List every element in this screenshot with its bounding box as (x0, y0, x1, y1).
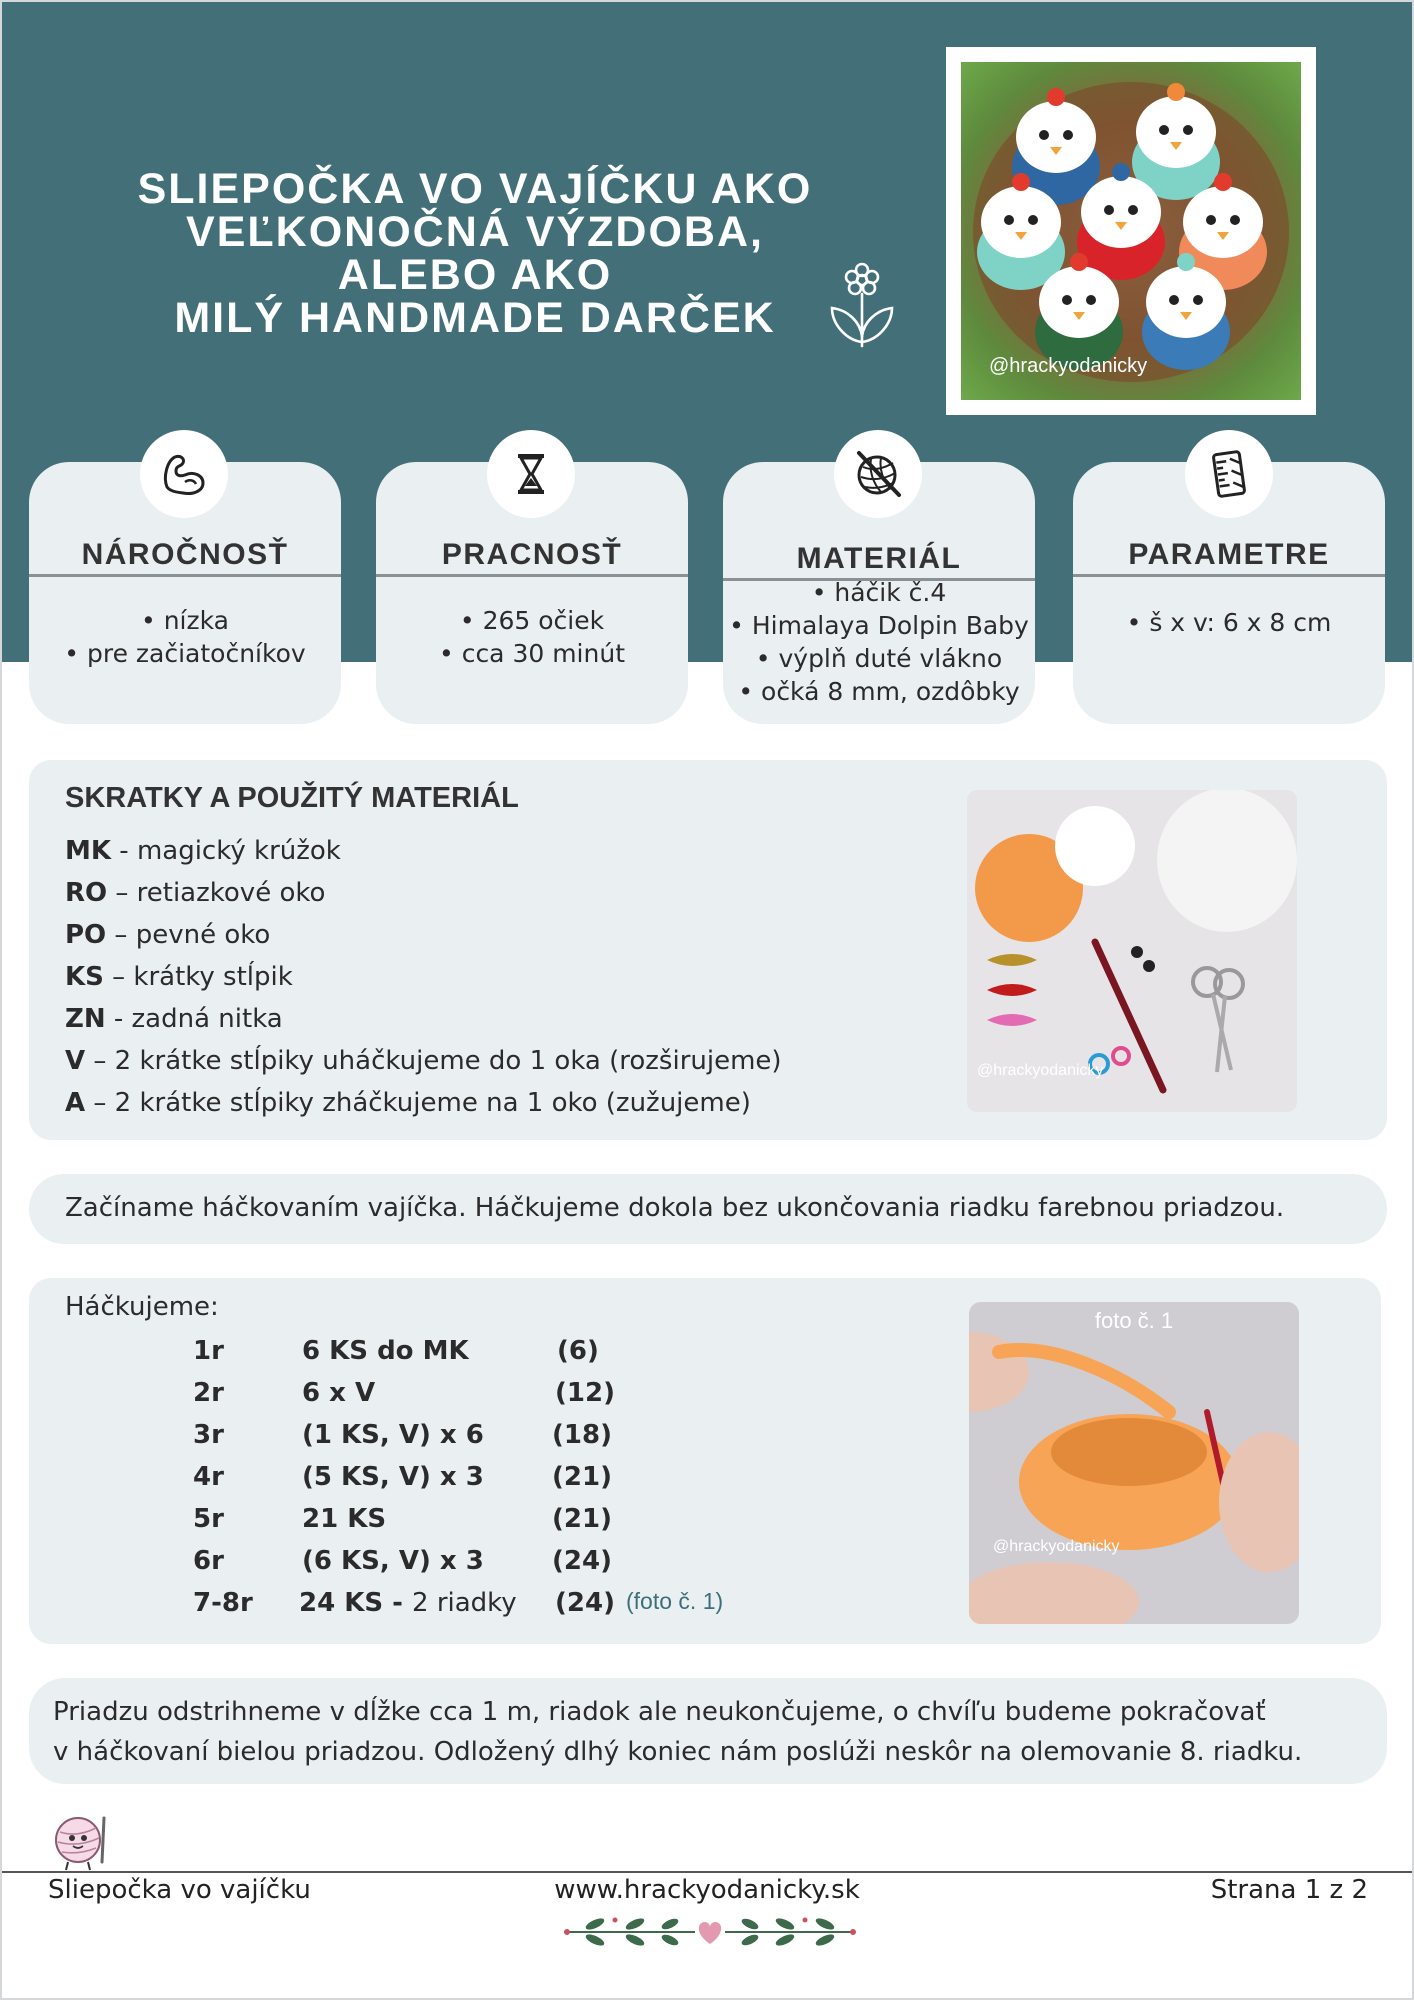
flower-icon (826, 262, 898, 352)
list-item: • pre začiatočníkov (64, 639, 306, 668)
title-line: ALEBO AKO (337, 251, 613, 299)
stitch-count: (24) (555, 1588, 615, 1618)
divider (1073, 574, 1385, 577)
abbreviation: RO (65, 878, 108, 908)
abbreviations-panel (29, 760, 1387, 1140)
intro-text: Začíname háčkovaním vajíčka. Háčkujeme dokola bez ukončovania riadku farebnou priadzou. (65, 1193, 1285, 1223)
abbreviation-desc: – retiazkové oko (107, 878, 326, 908)
crochet-illustration (969, 1302, 1299, 1624)
card-title: NÁROČNOSŤ (81, 538, 289, 571)
title-line: MILÝ HANDMADE DARČEK (174, 294, 776, 342)
intro-note (29, 1174, 1387, 1244)
divider (29, 574, 341, 577)
card-list (1073, 606, 1385, 639)
row-instruction: 6 x V (302, 1378, 376, 1408)
list-item (65, 830, 782, 872)
card-title: MATERIÁL (796, 542, 962, 575)
note-text (53, 1692, 1302, 1772)
list-item (65, 1082, 782, 1124)
measuring-tape-icon (1204, 449, 1254, 499)
abbreviation: PO (65, 920, 107, 950)
footer-website-link[interactable]: www.hrackyodanicky.sk (554, 1875, 860, 1905)
list-item: • Himalaya Dolpin Baby (729, 611, 1029, 640)
stitch-count: (21) (552, 1504, 612, 1534)
row-number: 7-8r (193, 1588, 253, 1618)
list-item (65, 956, 782, 998)
row-instruction: 6 KS do MK (302, 1336, 469, 1366)
note-line: Priadzu odstrihneme v dĺžke cca 1 m, riadok ale neukončujeme, o chvíľu budeme pokračovať (53, 1697, 1266, 1727)
photo-reference: (foto č. 1) (626, 1588, 724, 1614)
row-number: 3r (193, 1420, 224, 1450)
list-item: • háčik č.4 (811, 578, 947, 607)
title-line: SLIEPOČKA VO VAJÍČKU AKO (137, 165, 813, 213)
hourglass-icon (506, 449, 556, 499)
row-number: 1r (193, 1336, 224, 1366)
footer-document-title: Sliepočka vo vajíčku (48, 1875, 311, 1905)
row-number: 5r (193, 1504, 224, 1534)
stitch-count: (12) (555, 1378, 615, 1408)
row-instruction: (6 KS, V) x 3 (302, 1546, 484, 1576)
cut-yarn-note (29, 1678, 1387, 1784)
card-icon-holder (834, 430, 922, 518)
card-list (29, 604, 341, 670)
leaf-heart-ornament-icon (555, 1912, 865, 1952)
row-instruction: 24 KS - 2 riadky (299, 1588, 517, 1618)
abbreviation-desc: – 2 krátke stĺpiky zháčkujeme na 1 oko (zužujeme) (85, 1088, 751, 1118)
footer-divider (0, 1871, 1414, 1873)
muscle-arm-icon (159, 449, 209, 499)
abbreviation: V (65, 1046, 86, 1076)
photo-watermark: @hrackyodanicky (989, 355, 1148, 377)
card-icon-holder (487, 430, 575, 518)
card-title: PARAMETRE (1128, 538, 1330, 571)
list-item: • 265 očiek (459, 606, 605, 635)
rows-panel (29, 1278, 1381, 1644)
chicks-in-eggs-photo (961, 62, 1301, 400)
materials-photo (967, 790, 1297, 1112)
list-item: • nízka (141, 606, 229, 635)
stitch-count: (24) (552, 1546, 612, 1576)
yarn-mascot-logo (44, 1810, 120, 1872)
list-item (65, 872, 782, 914)
footer-page-number: Strana 1 z 2 (1210, 1875, 1368, 1905)
abbreviation-desc: - magický krúžok (111, 836, 341, 866)
row-number: 2r (193, 1378, 224, 1408)
row-instruction: (5 KS, V) x 3 (302, 1462, 484, 1492)
yarn-ball-hook-icon (853, 449, 903, 499)
chicks-illustration (961, 62, 1301, 400)
hero-photo-frame (946, 47, 1316, 415)
page-title (60, 165, 890, 342)
stitch-count: (18) (552, 1420, 612, 1450)
stitch-count: (21) (552, 1462, 612, 1492)
card-list (723, 576, 1035, 708)
list-item: • očká 8 mm, ozdôbky (738, 677, 1020, 706)
list-item: • š x v: 6 x 8 cm (1126, 608, 1332, 637)
rows-heading: Háčkujeme: (65, 1292, 219, 1322)
abbreviation-desc: – 2 krátke stĺpiky uháčkujeme do 1 oka (rozširujeme) (85, 1046, 782, 1076)
row-number: 4r (193, 1462, 224, 1492)
abbreviation: MK (65, 836, 112, 866)
divider (376, 574, 688, 577)
abbreviation-desc: – pevné oko (106, 920, 271, 950)
note-line: v háčkovaní bielou priadzou. Odložený dlhý koniec nám poslúži neskôr na olemovanie 8. riadku. (53, 1737, 1303, 1767)
row-instruction: (1 KS, V) x 6 (302, 1420, 484, 1450)
card-title: PRACNOSŤ (441, 538, 623, 571)
photo-watermark: @hrackyodanicky (977, 1062, 1104, 1079)
abbreviation-desc: - zadná nitka (105, 1004, 283, 1034)
title-line: VEĽKONOČNÁ VÝZDOBA, (186, 208, 764, 256)
list-item (65, 998, 782, 1040)
row-number: 6r (193, 1546, 224, 1576)
list-item: • výplň duté vlákno (755, 644, 1003, 673)
abbreviation: KS (65, 962, 104, 992)
abbreviation-list (65, 830, 782, 1124)
card-list (376, 604, 688, 670)
abbreviation: A (65, 1088, 86, 1118)
abbreviation-desc: – krátky stĺpik (103, 962, 293, 992)
card-icon-holder (1185, 430, 1273, 518)
photo-watermark: @hrackyodanicky (993, 1538, 1120, 1555)
list-item: • cca 30 minút (439, 639, 625, 668)
section-title: SKRATKY A POUŽITÝ MATERIÁL (65, 782, 519, 814)
stitch-count: (6) (557, 1336, 599, 1366)
abbreviation: ZN (65, 1004, 106, 1034)
list-item (65, 914, 782, 956)
list-item (65, 1040, 782, 1082)
crochet-progress-photo (969, 1302, 1299, 1624)
photo-caption: foto č. 1 (1094, 1308, 1174, 1333)
row-instruction: 21 KS (302, 1504, 387, 1534)
card-icon-holder (140, 430, 228, 518)
